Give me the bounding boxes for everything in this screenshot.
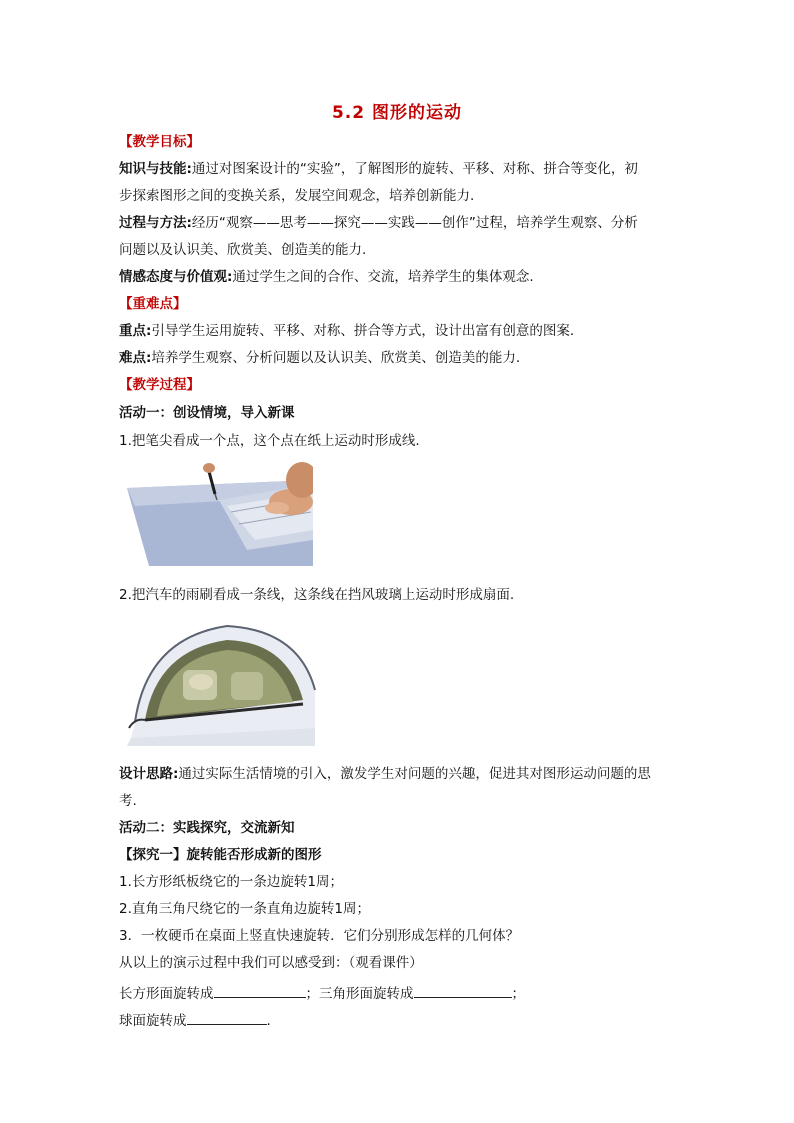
page-title: 5.2 图形的运动 <box>331 103 463 123</box>
design-label: 设计思路: <box>119 766 179 782</box>
emotion-line <box>119 268 534 286</box>
emotion-label: 情感态度与价值观: <box>119 269 233 285</box>
tri-label: ；三角形面旋转成 <box>305 986 414 1002</box>
pencil-ruler-image <box>127 462 313 566</box>
emotion-text: 通过学生之间的合作、交流，培养学生的集体观念. <box>232 269 534 285</box>
difficult-label: 难点: <box>119 350 152 366</box>
explore-1-heading: 【探究一】旋转能否形成新的图形 <box>119 847 322 863</box>
car-windshield-photo-icon <box>127 618 317 746</box>
activity-1-heading: 活动一：创设情境，导入新课 <box>119 405 295 421</box>
ball-label: 球面旋转成 <box>119 1013 187 1029</box>
process-line-1 <box>119 214 638 232</box>
explore-item-2: 2.直角三角尺绕它的一条直角边旋转1周； <box>119 901 370 917</box>
item-1: 1.把笔尖看成一个点，这个点在纸上运动时形成线. <box>119 433 420 449</box>
semicolon: ； <box>511 986 525 1002</box>
knowledge-line-1 <box>119 160 638 178</box>
fill-in-line-2 <box>119 1010 271 1030</box>
fill-in-line-1 <box>119 983 525 1003</box>
period: . <box>266 1013 271 1029</box>
knowledge-label: 知识与技能: <box>119 161 192 177</box>
item-2: 2.把汽车的雨刷看成一条线，这条线在挡风玻璃上运动时形成扇面. <box>119 587 515 603</box>
knowledge-text-2: 步探索图形之间的变换关系，发展空间观念，培养创新能力. <box>119 188 475 204</box>
key-heading: 【重难点】 <box>119 296 187 312</box>
difficult-text: 培养学生观察、分析问题以及认识美、欣赏美、创造美的能力. <box>151 350 521 366</box>
observe-line: 从以上的演示过程中我们可以感受到：（观看课件） <box>119 955 423 971</box>
pencil-ruler-photo-icon <box>127 462 313 566</box>
goals-heading: 【教学目标】 <box>119 134 200 150</box>
explore-item-1: 1.长方形纸板绕它的一条边旋转1周； <box>119 874 343 890</box>
process-label: 过程与方法: <box>119 215 192 231</box>
explore-item-3: 3．一枚硬币在桌面上竖直快速旋转．它们分别形成怎样的几何体？ <box>119 928 520 944</box>
knowledge-text-1: 通过对图案设计的“实验”，了解图形的旋转、平移、对称、拼合等变化，初 <box>191 161 638 177</box>
design-line-1 <box>119 765 651 783</box>
process-text-1: 经历“观察——思考——探究——实践——创作”过程，培养学生观察、分析 <box>191 215 638 231</box>
design-text-1: 通过实际生活情境的引入，激发学生对问题的兴趣，促进其对图形运动问题的思 <box>178 766 651 782</box>
activity-2-heading: 活动二：实践探究，交流新知 <box>119 820 295 836</box>
ball-answer-blank[interactable] <box>187 1010 267 1025</box>
key-line <box>119 322 574 340</box>
process-heading: 【教学过程】 <box>119 377 200 393</box>
car-windshield-image <box>127 618 317 746</box>
design-text-2: 考. <box>119 793 137 809</box>
difficult-line <box>119 349 520 367</box>
rect-label: 长方形面旋转成 <box>119 986 214 1002</box>
tri-answer-blank[interactable] <box>414 983 512 998</box>
key-text: 引导学生运用旋转、平移、对称、拼合等方式，设计出富有创意的图案. <box>151 323 575 339</box>
process-text-2: 问题以及认识美、欣赏美、创造美的能力. <box>119 242 367 258</box>
key-label: 重点: <box>119 323 152 339</box>
rect-answer-blank[interactable] <box>214 983 306 998</box>
